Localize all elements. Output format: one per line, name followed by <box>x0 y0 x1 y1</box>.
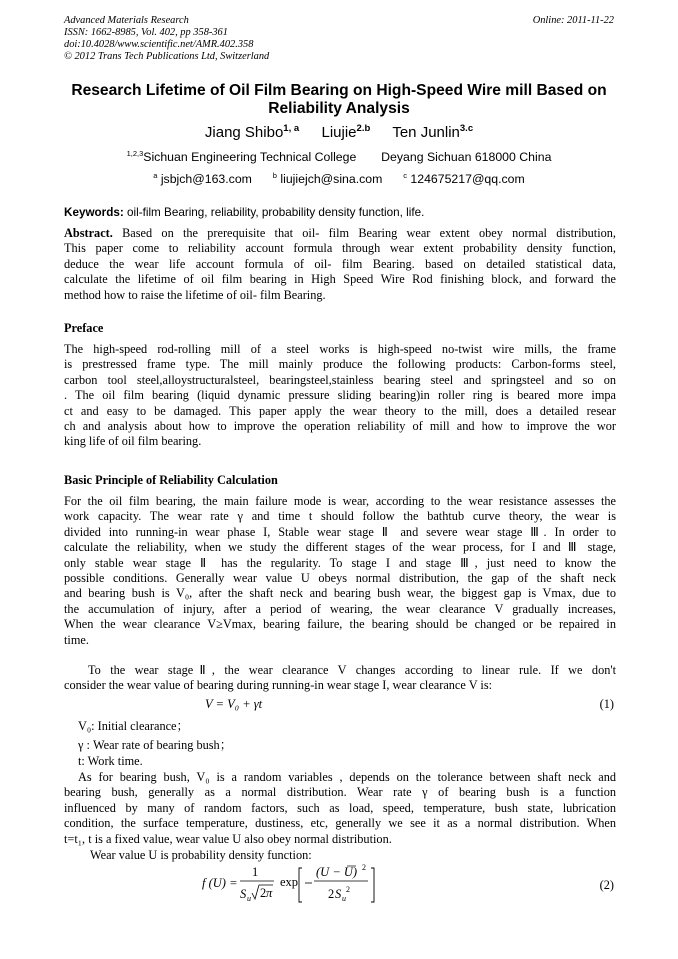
affiliation <box>0 149 678 164</box>
svg-text:S: S <box>335 887 342 901</box>
basic-line: and bearing bush is V₀, after the shaft neck and bearing bush wear, the biggest gap is Vmax, due to <box>64 586 616 601</box>
author-list <box>0 123 678 141</box>
copyright-line: © 2012 Trans Tech Publications Ltd, Switzerland <box>64 51 270 62</box>
author-sup: 2.b <box>356 123 371 134</box>
email-list <box>0 171 678 186</box>
email-link[interactable]: liujiejch@sina.com <box>280 172 383 186</box>
linear-line: consider the wear value of bearing during running-in wear stage I, wear clearance V is: <box>64 678 493 693</box>
equation-2-number: (2) <box>599 878 614 892</box>
equation-2-lhs: f (U) = <box>202 876 238 890</box>
issn-line: ISSN: 1662-8985, Vol. 402, pp 358-361 <box>64 27 228 38</box>
bush-line: influenced by many of random factors, such as load, speed, temperature, bush state, lubrication <box>64 800 616 815</box>
basic-paragraph <box>64 494 616 648</box>
email-sup: b <box>272 171 277 180</box>
def-wear-rate: γ : Wear rate of bearing bush； <box>78 738 232 752</box>
bush-paragraph <box>64 770 616 847</box>
svg-text:S: S <box>240 887 247 901</box>
svg-text:2: 2 <box>362 863 366 872</box>
abstract-line: This paper come to reliability account formula through wear extent probability density function, <box>64 241 616 256</box>
basic-line: the accumulation of injury, after a period of wearing, the wear clearance V gradually increases, <box>64 601 616 616</box>
author-name: Liujie <box>321 124 357 141</box>
preface-line: ct and easy to be damaged. This paper apply the wear theory to the mill, does a detailed resear <box>64 403 616 418</box>
svg-text:π: π <box>266 886 273 900</box>
abstract-line: calculate the lifetime of oil film bearing in High Speed Wire Rod finishing block, and forward the <box>64 272 616 287</box>
keywords-text: oil-film Bearing, reliability, probability density function, life. <box>127 206 425 219</box>
equation-1: V = V₀ + γt <box>205 697 263 711</box>
basic-line: calculate the reliability, when we study the different stages of the wear process, for I and Ⅲ stage, <box>64 540 616 555</box>
def-work-time: t: Work time. <box>78 754 143 768</box>
basic-line: time. <box>64 632 89 647</box>
preface-line: . The oil film bearing (liquid dynamic pressure sliding bearing)in roller ring is beared more impa <box>64 388 616 403</box>
abstract-label: Abstract. <box>64 226 113 240</box>
basic-line: work capacity. The wear rate γ and time t should follow the bathtub curve theory, the wear is <box>64 509 616 524</box>
preface-line: ch and analysis about how to improve the operation reliability of mill and how to improve the wor <box>64 419 616 434</box>
abstract-line: deduce the wear life account formula of oil- film Bearing. based on detailed statistical data, <box>64 256 616 271</box>
author-sup: 3.c <box>459 123 474 134</box>
title-line-2: Reliability Analysis <box>268 100 410 117</box>
svg-text:(U − U): (U − U) <box>316 865 358 879</box>
preface-line: carbon tool steel,alloystructuralsteel, bearingsteel,stainless bearing steel and springsteel and so on <box>64 372 616 387</box>
linear-line: To the wear stageⅡ, the wear clearance V changes according to linear rule. If we don't <box>88 663 616 677</box>
author-name: Ten Junlin <box>392 124 460 141</box>
doi-line: doi:10.4028/www.scientific.net/AMR.402.358 <box>64 39 254 50</box>
bush-line: t=t₁, t is a fixed value, wear value U also obey normal distribution. <box>64 831 392 846</box>
email-sup: a <box>153 171 158 180</box>
equation-2-formula <box>238 862 378 908</box>
author-name: Jiang Shibo <box>204 124 284 141</box>
bush-line: condition, the surface temperature, dustiness, etc, generally we see it as a normal distribution. When <box>64 816 616 831</box>
section-heading-preface: Preface <box>64 321 104 335</box>
affiliation-sup: 1,2,3 <box>126 149 144 158</box>
email-sup: c <box>403 171 407 180</box>
preface-line: is prestressed frame type. The mill mainly produce the following products: Carbon-forms steel, <box>64 357 616 372</box>
preface-line: The high-speed rod-rolling mill of a steel works is high-speed no-twist wire mills, the frame <box>64 342 616 356</box>
abstract-line: method how to raise the lifetime of oil- film Bearing. <box>64 287 326 302</box>
svg-text:2: 2 <box>346 885 350 894</box>
preface-line: king life of oil film bearing. <box>64 434 202 449</box>
author-sup: 1, a <box>283 123 300 134</box>
affiliation-place: Deyang Sichuan 618000 China <box>381 150 552 164</box>
abstract-line: Based on the prerequisite that oil- film Bearing wear extent obey normal distribution, <box>122 226 616 240</box>
title-line-1: Research Lifetime of Oil Film Bearing on High-Speed Wire mill Based on <box>71 82 607 99</box>
email-link[interactable]: 124675217@qq.com <box>410 172 525 186</box>
online-date: Online: 2011-11-22 <box>532 15 614 26</box>
affiliation-name: Sichuan Engineering Technical College <box>143 150 357 164</box>
def-initial-clearance: V₀: Initial clearance； <box>78 719 189 733</box>
svg-text:2: 2 <box>260 886 267 900</box>
keywords <box>64 206 616 219</box>
email-link[interactable]: jsbjch@163.com <box>160 172 252 186</box>
svg-text:u: u <box>247 894 251 903</box>
paper-title <box>40 82 638 118</box>
abstract <box>64 226 616 303</box>
section-heading-basic: Basic Principle of Reliability Calculation <box>64 473 278 487</box>
svg-text:u: u <box>342 894 346 903</box>
linear-paragraph <box>64 663 616 694</box>
svg-text:2: 2 <box>328 887 335 901</box>
basic-line: only stable wear stage Ⅱ has the regularity. To stage I and stage Ⅲ, just need to know the <box>64 555 616 570</box>
basic-line: possible conditions. Generally wear value U obeys normal distribution, the gap of the shaft neck <box>64 571 616 586</box>
journal-name: Advanced Materials Research <box>64 15 189 26</box>
svg-text:1: 1 <box>252 865 259 879</box>
keywords-label: Keywords: <box>64 206 124 219</box>
bush-line: bearing bush, generally as a normal distribution. Wear rate γ of bearing bush is a function <box>64 785 616 800</box>
pdf-intro: Wear value U is probability density function: <box>90 848 312 862</box>
basic-line: When the wear clearance V≥Vmax, bearing failure, the bearing should be changed or be repaired in <box>64 617 616 632</box>
equation-1-number: (1) <box>599 697 614 711</box>
svg-text:exp: exp <box>280 875 299 889</box>
bush-line: As for bearing bush, V₀ is a random variables , depends on the tolerance between shaft neck and <box>78 770 616 784</box>
basic-line: For the oil film bearing, the main failure mode is wear, according to the wear resistance assesses the <box>64 494 616 508</box>
basic-line: divided into running-in wear phase I, Stable wear stage Ⅱ and severe wear stage Ⅲ. In order to <box>64 524 616 539</box>
preface-paragraph <box>64 342 616 450</box>
